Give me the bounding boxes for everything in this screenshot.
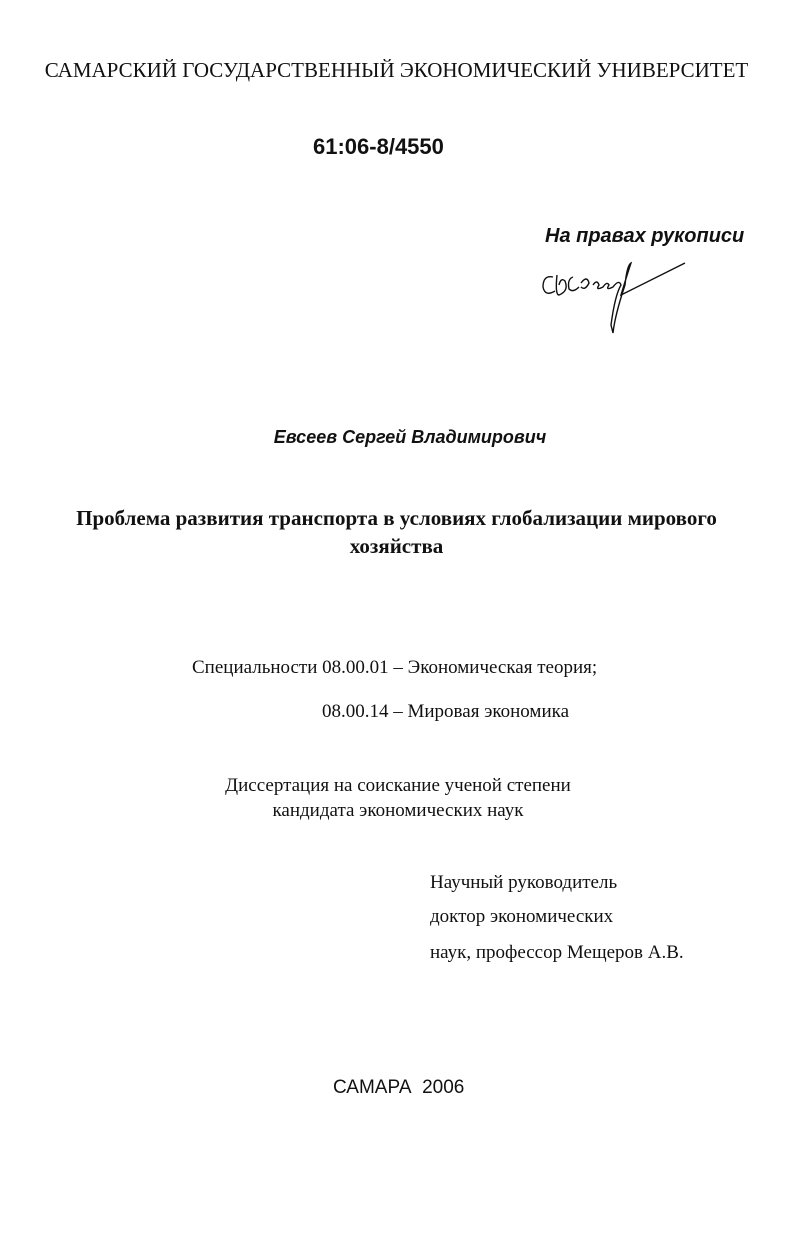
degree-line1: Диссертация на соискание ученой степени — [225, 775, 571, 796]
specialty-line2: 08.00.14 – Мировая экономика — [322, 701, 569, 722]
place-year: САМАРА 2006 — [333, 1077, 465, 1098]
university-name: САМАРСКИЙ ГОСУДАРСТВЕННЫЙ ЭКОНОМИЧЕСКИЙ УНИВЕРСИТЕТ — [44, 58, 749, 82]
thesis-title-line2: хозяйства — [349, 534, 444, 558]
catalog-code: 61:06-8/4550 — [313, 134, 444, 159]
manuscript-note: На правах рукописи — [545, 225, 745, 247]
advisor-line3: наук, профессор Мещеров А.В. — [430, 942, 684, 963]
thesis-title-line1: Проблема развития транспорта в условиях глобализации мирового — [76, 506, 717, 530]
author-name: Евсеев Сергей Владимирович — [273, 427, 547, 447]
signature — [535, 255, 695, 340]
advisor-line1: Научный руководитель — [430, 872, 618, 893]
specialty-line1: Специальности 08.00.01 – Экономическая теория; — [192, 657, 598, 678]
degree-line2: кандидата экономических наук — [272, 800, 524, 821]
advisor-line2: доктор экономических — [430, 906, 614, 927]
